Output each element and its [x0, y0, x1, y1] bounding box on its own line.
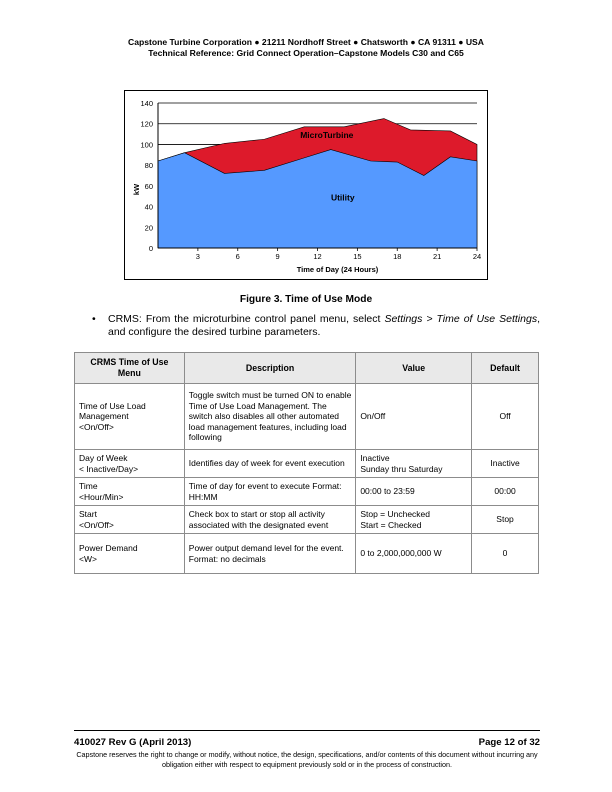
menu-line: < Inactive/Day> — [79, 463, 139, 474]
x-tick-label: 12 — [313, 252, 322, 261]
value-line: Stop = Unchecked — [360, 508, 431, 519]
value-cell — [356, 478, 472, 506]
description-cell: Power output demand level for the event. Format: no decimals — [184, 534, 356, 574]
instruction-text-before: CRMS: From the microturbine control panel menu, select — [108, 313, 385, 325]
y-tick-label: 120 — [140, 119, 153, 129]
y-tick-label: 20 — [144, 223, 153, 233]
table-row — [75, 450, 539, 478]
header-default: Default — [472, 353, 539, 384]
menu-cell — [75, 506, 185, 534]
value-cell — [356, 450, 472, 478]
time-of-use-chart — [124, 90, 488, 280]
crms-settings-table — [74, 352, 539, 574]
menu-line: Management — [79, 411, 129, 422]
description-cell: Toggle switch must be turned ON to enable Time of Use Load Management. The switch also disables all other automated load management features, including load following — [184, 384, 356, 450]
x-axis-title: Time of Day (24 Hours) — [296, 265, 379, 274]
table-row — [75, 506, 539, 534]
annotation-microturbine: MicroTurbine — [300, 130, 354, 141]
menu-line: Day of Week — [79, 452, 128, 463]
default-cell: Inactive — [472, 450, 539, 478]
value-cell — [356, 534, 472, 574]
menu-line: <On/Off> — [79, 421, 114, 432]
header-menu: CRMS Time of Use Menu — [75, 353, 185, 384]
document-id: 410027 Rev G (April 2013) — [74, 737, 192, 748]
value-line: 0 to 2,000,000,000 W — [360, 548, 442, 559]
default-cell: 0 — [472, 534, 539, 574]
default-cell: 00:00 — [472, 478, 539, 506]
table-row — [75, 384, 539, 450]
menu-line: Time of Use Load — [79, 400, 146, 411]
instruction-paragraph — [108, 313, 540, 339]
y-tick-label: 0 — [148, 244, 153, 253]
y-tick-label: 140 — [140, 99, 153, 108]
page-header — [0, 37, 612, 59]
description-cell: Identifies day of week for event execution — [184, 450, 356, 478]
table-row — [75, 478, 539, 506]
instruction-text-after: , and configure the desired turbine parameters. — [108, 313, 540, 338]
default-cell: Stop — [472, 506, 539, 534]
value-line: Sunday thru Saturday — [360, 463, 443, 474]
x-tick-label: 3 — [195, 252, 200, 261]
header-address: Capstone Turbine Corporation ● 21211 Nordhoff Street ● Chatsworth ● CA 91311 ● USA — [128, 37, 484, 47]
footer-divider — [74, 730, 540, 731]
value-cell — [356, 506, 472, 534]
y-tick-label: 60 — [144, 181, 153, 191]
menu-cell — [75, 478, 185, 506]
x-tick-label: 24 — [472, 252, 482, 261]
bullet-symbol: • — [92, 313, 96, 325]
value-line: On/Off — [360, 411, 386, 422]
value-line: Inactive — [360, 452, 390, 463]
description-cell: Time of day for event to execute Format: HH:MM — [184, 478, 356, 506]
table-header-row — [75, 353, 539, 384]
y-tick-label: 100 — [140, 140, 153, 150]
figure-caption: Figure 3. Time of Use Mode — [239, 294, 373, 305]
x-tick-label: 18 — [393, 252, 402, 261]
menu-line: <Hour/Min> — [79, 491, 124, 502]
header-description: Description — [184, 353, 356, 384]
value-line: Start = Checked — [360, 519, 422, 530]
menu-line: Time — [79, 480, 98, 491]
menu-line: Start — [79, 508, 97, 519]
chart-canvas — [125, 91, 487, 279]
header-value: Value — [356, 353, 472, 384]
x-tick-label: 21 — [432, 252, 442, 261]
header-reference: Technical Reference: Grid Connect Operation–Capstone Models C30 and C65 — [148, 48, 464, 58]
menu-cell — [75, 384, 185, 450]
y-axis-title: kW — [132, 183, 141, 196]
menu-cell — [75, 534, 185, 574]
legal-notice: Capstone reserves the right to change or modify, without notice, the design, specifications, and/or contents of this document without incurring any obligation either with respect to equipment previously sold or in the process of construction. — [76, 750, 538, 769]
x-tick-label: 9 — [275, 252, 280, 261]
y-tick-label: 40 — [144, 202, 153, 212]
menu-line: <W> — [79, 553, 97, 564]
description-cell: Check box to start or stop all activity associated with the designated event — [184, 506, 356, 534]
page-number: Page 12 of 32 — [478, 737, 540, 748]
instruction-menu-path: Settings > Time of Use Settings — [384, 313, 538, 325]
menu-line: <On/Off> — [79, 519, 114, 530]
menu-line: Power Demand — [79, 542, 138, 553]
menu-cell — [75, 450, 185, 478]
annotation-utility: Utility — [330, 192, 355, 203]
y-tick-label: 80 — [144, 161, 153, 171]
x-tick-label: 6 — [235, 252, 240, 261]
value-cell — [356, 384, 472, 450]
x-tick-label: 15 — [353, 252, 362, 261]
default-cell: Off — [472, 384, 539, 450]
table-row — [75, 534, 539, 574]
value-line: 00:00 to 23:59 — [360, 486, 415, 497]
